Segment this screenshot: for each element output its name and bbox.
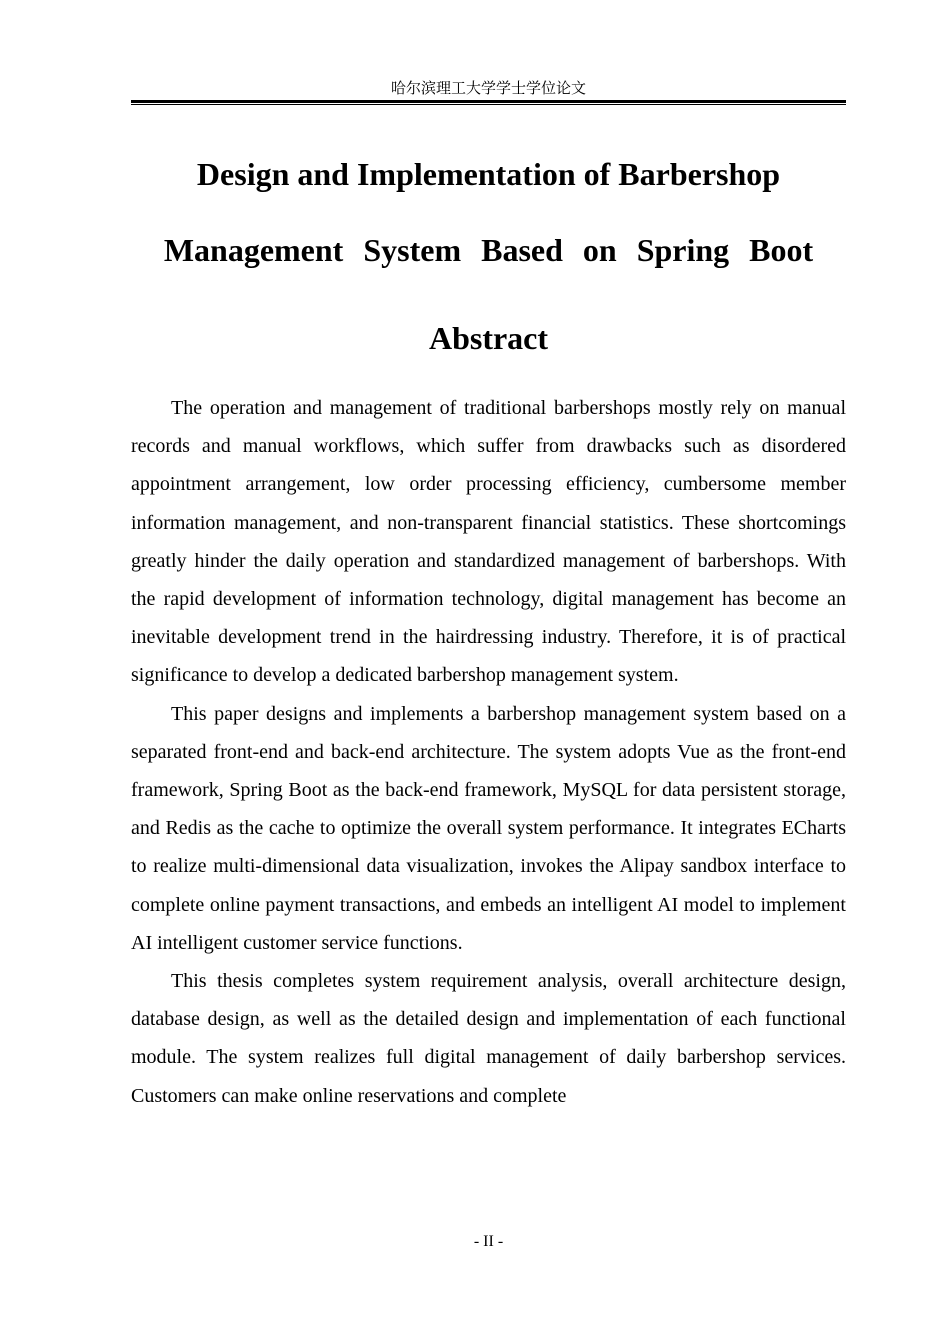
header-rule-thick <box>131 100 846 103</box>
header-rule-thin <box>131 104 846 105</box>
abstract-body <box>131 389 846 1115</box>
thesis-title-line-2: Management System Based on Spring Boot <box>163 232 814 268</box>
thesis-title-line-1: Design and Implementation of Barbershop <box>196 156 781 192</box>
abstract-paragraph-2: This paper designs and implements a barbershop management system based on a separated front-end and back-end architecture. The system adopts Vue as the front-end framework, Spring Boot as the back-end framework, MySQL for data persistent storage, and Redis as the cache to optimize the overall system performance. It integrates ECharts to realize multi-dimensional data visualization, invokes the Alipay sandbox interface to complete online payment transactions, and embeds an intelligent AI model to implement AI intelligent customer service functions. <box>131 702 846 954</box>
running-header: 哈尔滨理工大学学士学位论文 <box>390 79 586 97</box>
abstract-paragraph-3: This thesis completes system requirement analysis, overall architecture design, database design, as well as the detailed design and implementation of each functional module. The system realizes full digital management of daily barbershop services. Customers can make online reservations and complete <box>131 970 846 1107</box>
abstract-paragraph-1: The operation and management of traditional barbershops mostly rely on manual records and manual workflows, which suffer from drawbacks such as disordered appointment arrangement, low order processing efficiency, cumbersome member information management, and non-transparent financial statistics. These shortcomings greatly hinder the daily operation and standardized management of barbershops. With the rapid development of information technology, digital management has become an inevitable development trend in the hairdressing industry. Therefore, it is of practical significance to develop a dedicated barbershop management system. <box>131 397 846 687</box>
page-number: - II - <box>473 1233 504 1250</box>
abstract-heading: Abstract <box>428 320 549 356</box>
